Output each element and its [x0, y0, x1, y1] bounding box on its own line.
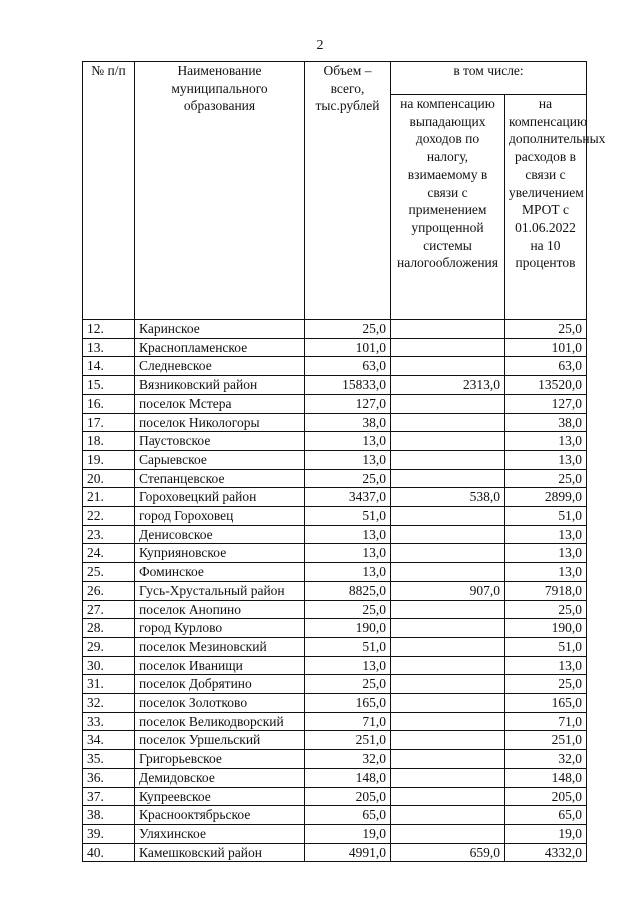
municipality-name: Денисовское — [135, 525, 305, 544]
mrot-compensation-amount: 63,0 — [505, 357, 587, 376]
row-number: 27. — [83, 600, 135, 619]
tax-compensation-amount — [391, 450, 505, 469]
row-number: 19. — [83, 450, 135, 469]
mrot-compensation-amount: 32,0 — [505, 750, 587, 769]
row-number: 29. — [83, 637, 135, 656]
row-number: 17. — [83, 413, 135, 432]
row-number: 39. — [83, 824, 135, 843]
total-amount: 101,0 — [305, 338, 391, 357]
row-number: 20. — [83, 469, 135, 488]
table-row — [83, 357, 587, 376]
table-row — [83, 637, 587, 656]
municipality-name: Фоминское — [135, 563, 305, 582]
table-row — [83, 619, 587, 638]
row-number: 15. — [83, 376, 135, 395]
header-including: в том числе: — [391, 62, 587, 95]
total-amount: 38,0 — [305, 413, 391, 432]
tax-compensation-amount — [391, 824, 505, 843]
tax-compensation-amount — [391, 675, 505, 694]
table-body — [83, 320, 587, 862]
mrot-compensation-amount: 4332,0 — [505, 843, 587, 862]
total-amount: 65,0 — [305, 806, 391, 825]
table-row — [83, 806, 587, 825]
table-row — [83, 525, 587, 544]
tax-compensation-amount — [391, 637, 505, 656]
table-row — [83, 469, 587, 488]
mrot-compensation-amount: 127,0 — [505, 394, 587, 413]
mrot-compensation-amount: 13,0 — [505, 525, 587, 544]
municipality-name: Вязниковский район — [135, 376, 305, 395]
municipality-name: город Гороховец — [135, 507, 305, 526]
total-amount: 148,0 — [305, 768, 391, 787]
total-amount: 13,0 — [305, 525, 391, 544]
total-amount: 19,0 — [305, 824, 391, 843]
municipality-name: Степанцевское — [135, 469, 305, 488]
row-number: 14. — [83, 357, 135, 376]
row-number: 32. — [83, 694, 135, 713]
tax-compensation-amount: 2313,0 — [391, 376, 505, 395]
table-row — [83, 843, 587, 862]
mrot-compensation-amount: 25,0 — [505, 320, 587, 339]
row-number: 23. — [83, 525, 135, 544]
mrot-compensation-amount: 148,0 — [505, 768, 587, 787]
tax-compensation-amount — [391, 338, 505, 357]
total-amount: 251,0 — [305, 731, 391, 750]
total-amount: 25,0 — [305, 469, 391, 488]
municipality-name: поселок Никологоры — [135, 413, 305, 432]
table-row — [83, 507, 587, 526]
municipality-name: поселок Золотково — [135, 694, 305, 713]
municipal-allocation-table — [82, 61, 606, 862]
total-amount: 71,0 — [305, 712, 391, 731]
row-number: 35. — [83, 750, 135, 769]
table-row — [83, 656, 587, 675]
header-mrot-compensation: на компенсацию дополнительных расходов в связи с увеличением МРОТ с 01.06.2022 на 10 процентов — [505, 95, 587, 320]
municipality-name: Следневское — [135, 357, 305, 376]
table-row — [83, 413, 587, 432]
tax-compensation-amount — [391, 694, 505, 713]
mrot-compensation-amount: 13,0 — [505, 656, 587, 675]
municipality-name: Краснооктябрьское — [135, 806, 305, 825]
table-row — [83, 768, 587, 787]
municipality-name: Купреевское — [135, 787, 305, 806]
mrot-compensation-amount: 205,0 — [505, 787, 587, 806]
table-row — [83, 488, 587, 507]
tax-compensation-amount — [391, 432, 505, 451]
total-amount: 165,0 — [305, 694, 391, 713]
tax-compensation-amount — [391, 507, 505, 526]
total-amount: 13,0 — [305, 450, 391, 469]
total-amount: 3437,0 — [305, 488, 391, 507]
municipality-name: Камешковский район — [135, 843, 305, 862]
municipality-name: поселок Мстера — [135, 394, 305, 413]
row-number: 16. — [83, 394, 135, 413]
row-number: 31. — [83, 675, 135, 694]
row-number: 34. — [83, 731, 135, 750]
table-row — [83, 731, 587, 750]
total-amount: 205,0 — [305, 787, 391, 806]
tax-compensation-amount — [391, 563, 505, 582]
municipality-name: поселок Добрятино — [135, 675, 305, 694]
table-row — [83, 394, 587, 413]
tax-compensation-amount — [391, 656, 505, 675]
tax-compensation-amount — [391, 731, 505, 750]
tax-compensation-amount — [391, 787, 505, 806]
row-number: 18. — [83, 432, 135, 451]
header-tax-compensation: на компенсацию выпадающих доходов по налогу, взимаемому в связи с применением упрощенной системы налогообложения — [391, 95, 505, 320]
total-amount: 51,0 — [305, 637, 391, 656]
header-name: Наименование муниципального образования — [135, 62, 305, 320]
tax-compensation-amount — [391, 413, 505, 432]
row-number: 38. — [83, 806, 135, 825]
table-row — [83, 320, 587, 339]
table-row — [83, 694, 587, 713]
tax-compensation-amount — [391, 357, 505, 376]
tax-compensation-amount — [391, 712, 505, 731]
municipality-name: Григорьевское — [135, 750, 305, 769]
mrot-compensation-amount: 25,0 — [505, 675, 587, 694]
total-amount: 8825,0 — [305, 581, 391, 600]
row-number: 36. — [83, 768, 135, 787]
mrot-compensation-amount: 71,0 — [505, 712, 587, 731]
tax-compensation-amount — [391, 750, 505, 769]
mrot-compensation-amount: 190,0 — [505, 619, 587, 638]
mrot-compensation-amount: 13,0 — [505, 544, 587, 563]
municipality-name: Куприяновское — [135, 544, 305, 563]
municipality-name: Краснопламенское — [135, 338, 305, 357]
row-number: 33. — [83, 712, 135, 731]
table-row — [83, 581, 587, 600]
tax-compensation-amount — [391, 600, 505, 619]
municipality-name: поселок Иванищи — [135, 656, 305, 675]
municipality-name: Уляхинское — [135, 824, 305, 843]
total-amount: 25,0 — [305, 320, 391, 339]
table-row — [83, 787, 587, 806]
tax-compensation-amount — [391, 768, 505, 787]
table-row — [83, 338, 587, 357]
mrot-compensation-amount: 19,0 — [505, 824, 587, 843]
table-row — [83, 432, 587, 451]
table-row — [83, 600, 587, 619]
row-number: 30. — [83, 656, 135, 675]
mrot-compensation-amount: 51,0 — [505, 637, 587, 656]
tax-compensation-amount: 907,0 — [391, 581, 505, 600]
row-number: 13. — [83, 338, 135, 357]
tax-compensation-amount — [391, 619, 505, 638]
mrot-compensation-amount: 38,0 — [505, 413, 587, 432]
total-amount: 51,0 — [305, 507, 391, 526]
mrot-compensation-amount: 51,0 — [505, 507, 587, 526]
tax-compensation-amount — [391, 469, 505, 488]
tax-compensation-amount: 659,0 — [391, 843, 505, 862]
table-row — [83, 450, 587, 469]
municipality-name: Гусь-Хрустальный район — [135, 581, 305, 600]
tax-compensation-amount — [391, 806, 505, 825]
municipality-name: Паустовское — [135, 432, 305, 451]
mrot-compensation-amount: 25,0 — [505, 469, 587, 488]
municipality-name: Демидовское — [135, 768, 305, 787]
total-amount: 32,0 — [305, 750, 391, 769]
municipality-name: поселок Анопино — [135, 600, 305, 619]
total-amount: 4991,0 — [305, 843, 391, 862]
table-row — [83, 376, 587, 395]
municipality-name: поселок Уршельский — [135, 731, 305, 750]
municipality-name: поселок Мезиновский — [135, 637, 305, 656]
header-total: Объем – всего, тыс.рублей — [305, 62, 391, 320]
total-amount: 127,0 — [305, 394, 391, 413]
tax-compensation-amount — [391, 320, 505, 339]
header-num: № п/п — [83, 62, 135, 320]
row-number: 25. — [83, 563, 135, 582]
municipality-name: Каринское — [135, 320, 305, 339]
mrot-compensation-amount: 13,0 — [505, 450, 587, 469]
total-amount: 25,0 — [305, 600, 391, 619]
total-amount: 15833,0 — [305, 376, 391, 395]
mrot-compensation-amount: 2899,0 — [505, 488, 587, 507]
municipality-name: город Курлово — [135, 619, 305, 638]
municipality-name: поселок Великодворский — [135, 712, 305, 731]
table-row — [83, 544, 587, 563]
mrot-compensation-amount: 13,0 — [505, 432, 587, 451]
row-number: 37. — [83, 787, 135, 806]
total-amount: 63,0 — [305, 357, 391, 376]
tax-compensation-amount — [391, 394, 505, 413]
row-number: 24. — [83, 544, 135, 563]
mrot-compensation-amount: 65,0 — [505, 806, 587, 825]
mrot-compensation-amount: 251,0 — [505, 731, 587, 750]
table-row — [83, 750, 587, 769]
row-number: 28. — [83, 619, 135, 638]
total-amount: 13,0 — [305, 544, 391, 563]
total-amount: 13,0 — [305, 432, 391, 451]
tax-compensation-amount — [391, 544, 505, 563]
mrot-compensation-amount: 13520,0 — [505, 376, 587, 395]
mrot-compensation-amount: 7918,0 — [505, 581, 587, 600]
row-number: 12. — [83, 320, 135, 339]
mrot-compensation-amount: 165,0 — [505, 694, 587, 713]
row-number: 40. — [83, 843, 135, 862]
table-row — [83, 824, 587, 843]
mrot-compensation-amount: 101,0 — [505, 338, 587, 357]
municipality-name: Сарыевское — [135, 450, 305, 469]
total-amount: 13,0 — [305, 563, 391, 582]
row-number: 22. — [83, 507, 135, 526]
total-amount: 13,0 — [305, 656, 391, 675]
page-number: 2 — [316, 38, 324, 53]
tax-compensation-amount — [391, 525, 505, 544]
table-row — [83, 712, 587, 731]
mrot-compensation-amount: 25,0 — [505, 600, 587, 619]
table-row — [83, 675, 587, 694]
row-number: 26. — [83, 581, 135, 600]
mrot-compensation-amount: 13,0 — [505, 563, 587, 582]
table-row — [83, 563, 587, 582]
municipality-name: Гороховецкий район — [135, 488, 305, 507]
tax-compensation-amount: 538,0 — [391, 488, 505, 507]
row-number: 21. — [83, 488, 135, 507]
total-amount: 190,0 — [305, 619, 391, 638]
total-amount: 25,0 — [305, 675, 391, 694]
